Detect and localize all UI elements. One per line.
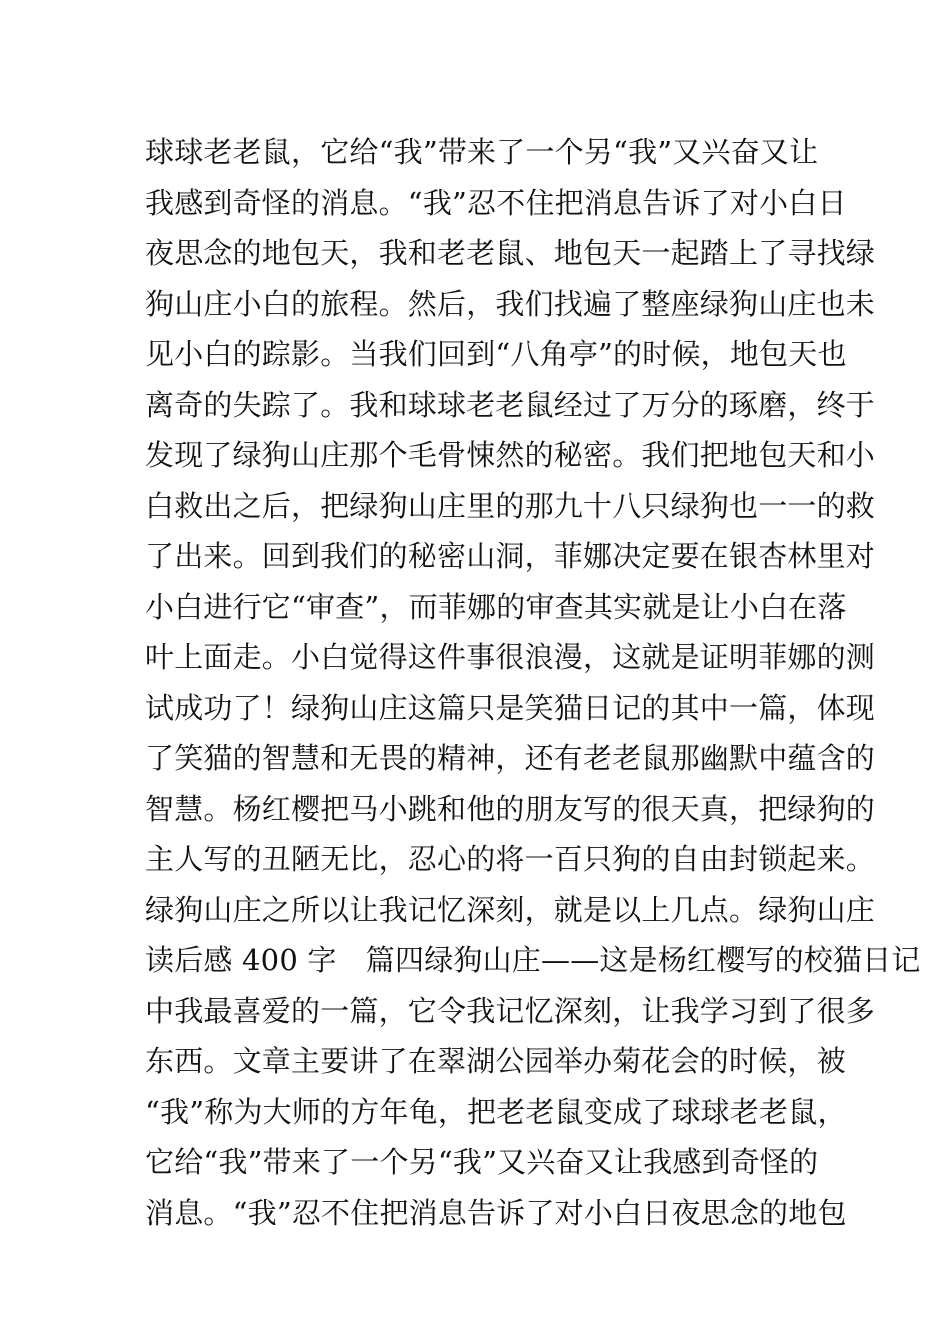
text-line: 消息。“我”忍不住把消息告诉了对小白日夜思念的地包: [145, 1195, 847, 1230]
text-line: 叶上面走。小白觉得这件事很浪漫，这就是证明菲娜的测: [145, 640, 876, 674]
body-text: [145, 127, 921, 1238]
text-line: 了出来。回到我们的秘密山洞，菲娜决定要在银杏林里对: [145, 539, 876, 573]
text-line: 白救出之后，把绿狗山庄里的那九十八只绿狗也一一的救: [145, 488, 876, 523]
text-line: 见小白的踪影。当我们回到“八角亭”的时候，地包天也: [145, 337, 847, 371]
text-line: 离奇的失踪了。我和球球老老鼠经过了万分的琢磨，终于: [145, 387, 876, 422]
text-line: “我”称为大师的方年龟，把老老鼠变成了球球老老鼠，: [145, 1094, 847, 1129]
text-line: 中我最喜爱的一篇，它令我记忆深刻，让我学习到了很多: [145, 993, 876, 1028]
text-line: 小白进行它“审查”，而菲娜的审查其实就是让小白在落: [145, 589, 847, 624]
text-line: 发现了绿狗山庄那个毛骨悚然的秘密。我们把地包天和小: [145, 438, 876, 472]
text-line: 绿狗山庄之所以让我记忆深刻，就是以上几点。绿狗山庄: [145, 892, 876, 927]
text-line: 了笑猫的智慧和无畏的精神，还有老老鼠那幽默中蕴含的: [145, 741, 876, 775]
text-line: 主人写的丑陋无比，忍心的将一百只狗的自由封锁起来。: [145, 842, 876, 876]
text-line: 智慧。杨红樱把马小跳和他的朋友写的很天真，把绿狗的: [145, 791, 876, 826]
text-line: 狗山庄小白的旅程。然后，我们找遍了整座绿狗山庄也未: [145, 286, 876, 321]
text-line: 东西。文章主要讲了在翠湖公园举办菊花会的时候，被: [145, 1044, 846, 1078]
text-line: 试成功了！绿狗山庄这篇只是笑猫日记的其中一篇，体现: [145, 690, 876, 725]
text-line: 夜思念的地包天，我和老老鼠、地包天一起踏上了寻找绿: [145, 236, 876, 270]
text-line: 球球老老鼠，它给“我”带来了一个另“我”又兴奋又让: [145, 135, 819, 169]
text-line: 它给“我”带来了一个另“我”又兴奋又让我感到奇怪的: [145, 1145, 819, 1179]
text-line: 读后感 400 字 篇四绿狗山庄——这是杨红樱写的校猫日记: [145, 943, 921, 977]
text-line: 我感到奇怪的消息。“我”忍不住把消息告诉了对小白日: [145, 185, 847, 220]
